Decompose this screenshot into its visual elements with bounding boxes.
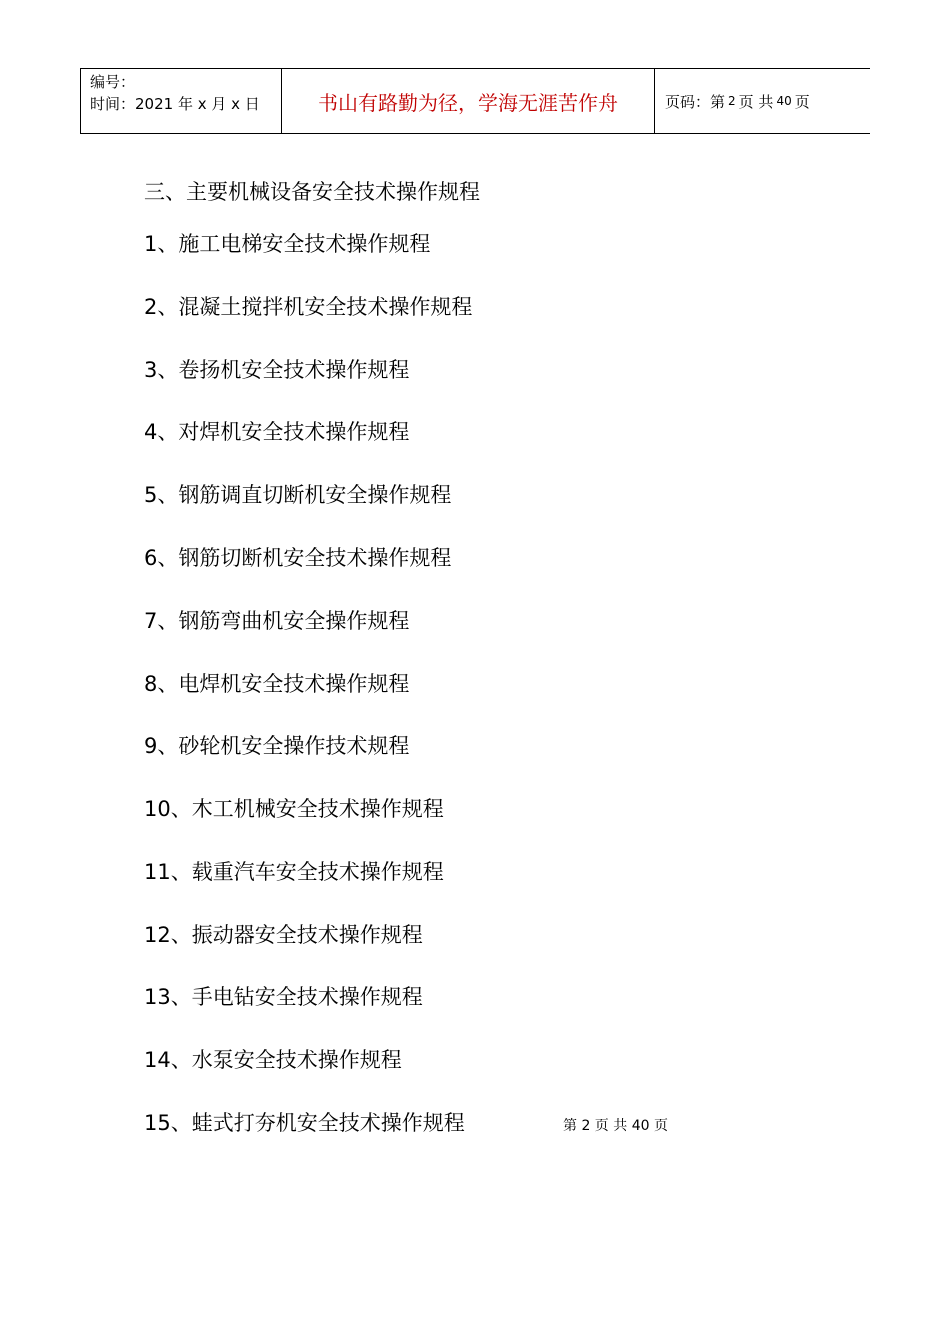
header-info-cell [81, 69, 282, 133]
toc-heading: 三、主要机械设备安全技术操作规程 [144, 180, 480, 204]
document-number-label: 编号： [90, 73, 136, 91]
toc-item: 10、木工机械安全技术操作规程 [144, 797, 444, 821]
toc-item: 14、水泵安全技术操作规程 [144, 1048, 402, 1072]
header-table [80, 68, 870, 134]
document-time-label: 时间：2021 年 x 月 x 日 [90, 95, 260, 113]
footer-page-number: 第 2 页 共 40 页 [563, 1118, 668, 1134]
page-suffix: 页 [794, 92, 810, 111]
header-motto-cell [282, 69, 655, 133]
page-current: 2 [728, 94, 736, 108]
toc-item: 12、振动器安全技术操作规程 [144, 923, 423, 947]
toc-item: 8、电焊机安全技术操作规程 [144, 672, 410, 696]
toc-item: 3、卷扬机安全技术操作规程 [144, 358, 410, 382]
header-page-cell [655, 69, 870, 133]
page-mid: 页 共 [738, 92, 774, 111]
toc-item: 13、手电钻安全技术操作规程 [144, 985, 423, 1009]
toc-item: 4、对焊机安全技术操作规程 [144, 420, 410, 444]
toc-item: 1、施工电梯安全技术操作规程 [144, 232, 431, 256]
page-total: 40 [776, 94, 792, 108]
toc-item: 2、混凝土搅拌机安全技术操作规程 [144, 295, 473, 319]
toc-item: 11、载重汽车安全技术操作规程 [144, 860, 444, 884]
toc-item: 6、钢筋切断机安全技术操作规程 [144, 546, 452, 570]
toc-item: 9、砂轮机安全操作技术规程 [144, 734, 410, 758]
page-prefix: 页码：第 [665, 92, 726, 111]
header-motto: 书山有路勤为径，学海无涯苦作舟 [318, 90, 618, 115]
toc-item: 7、钢筋弯曲机安全操作规程 [144, 609, 410, 633]
toc-item: 5、钢筋调直切断机安全操作规程 [144, 483, 452, 507]
toc-item: 15、蛙式打夯机安全技术操作规程 [144, 1111, 465, 1135]
